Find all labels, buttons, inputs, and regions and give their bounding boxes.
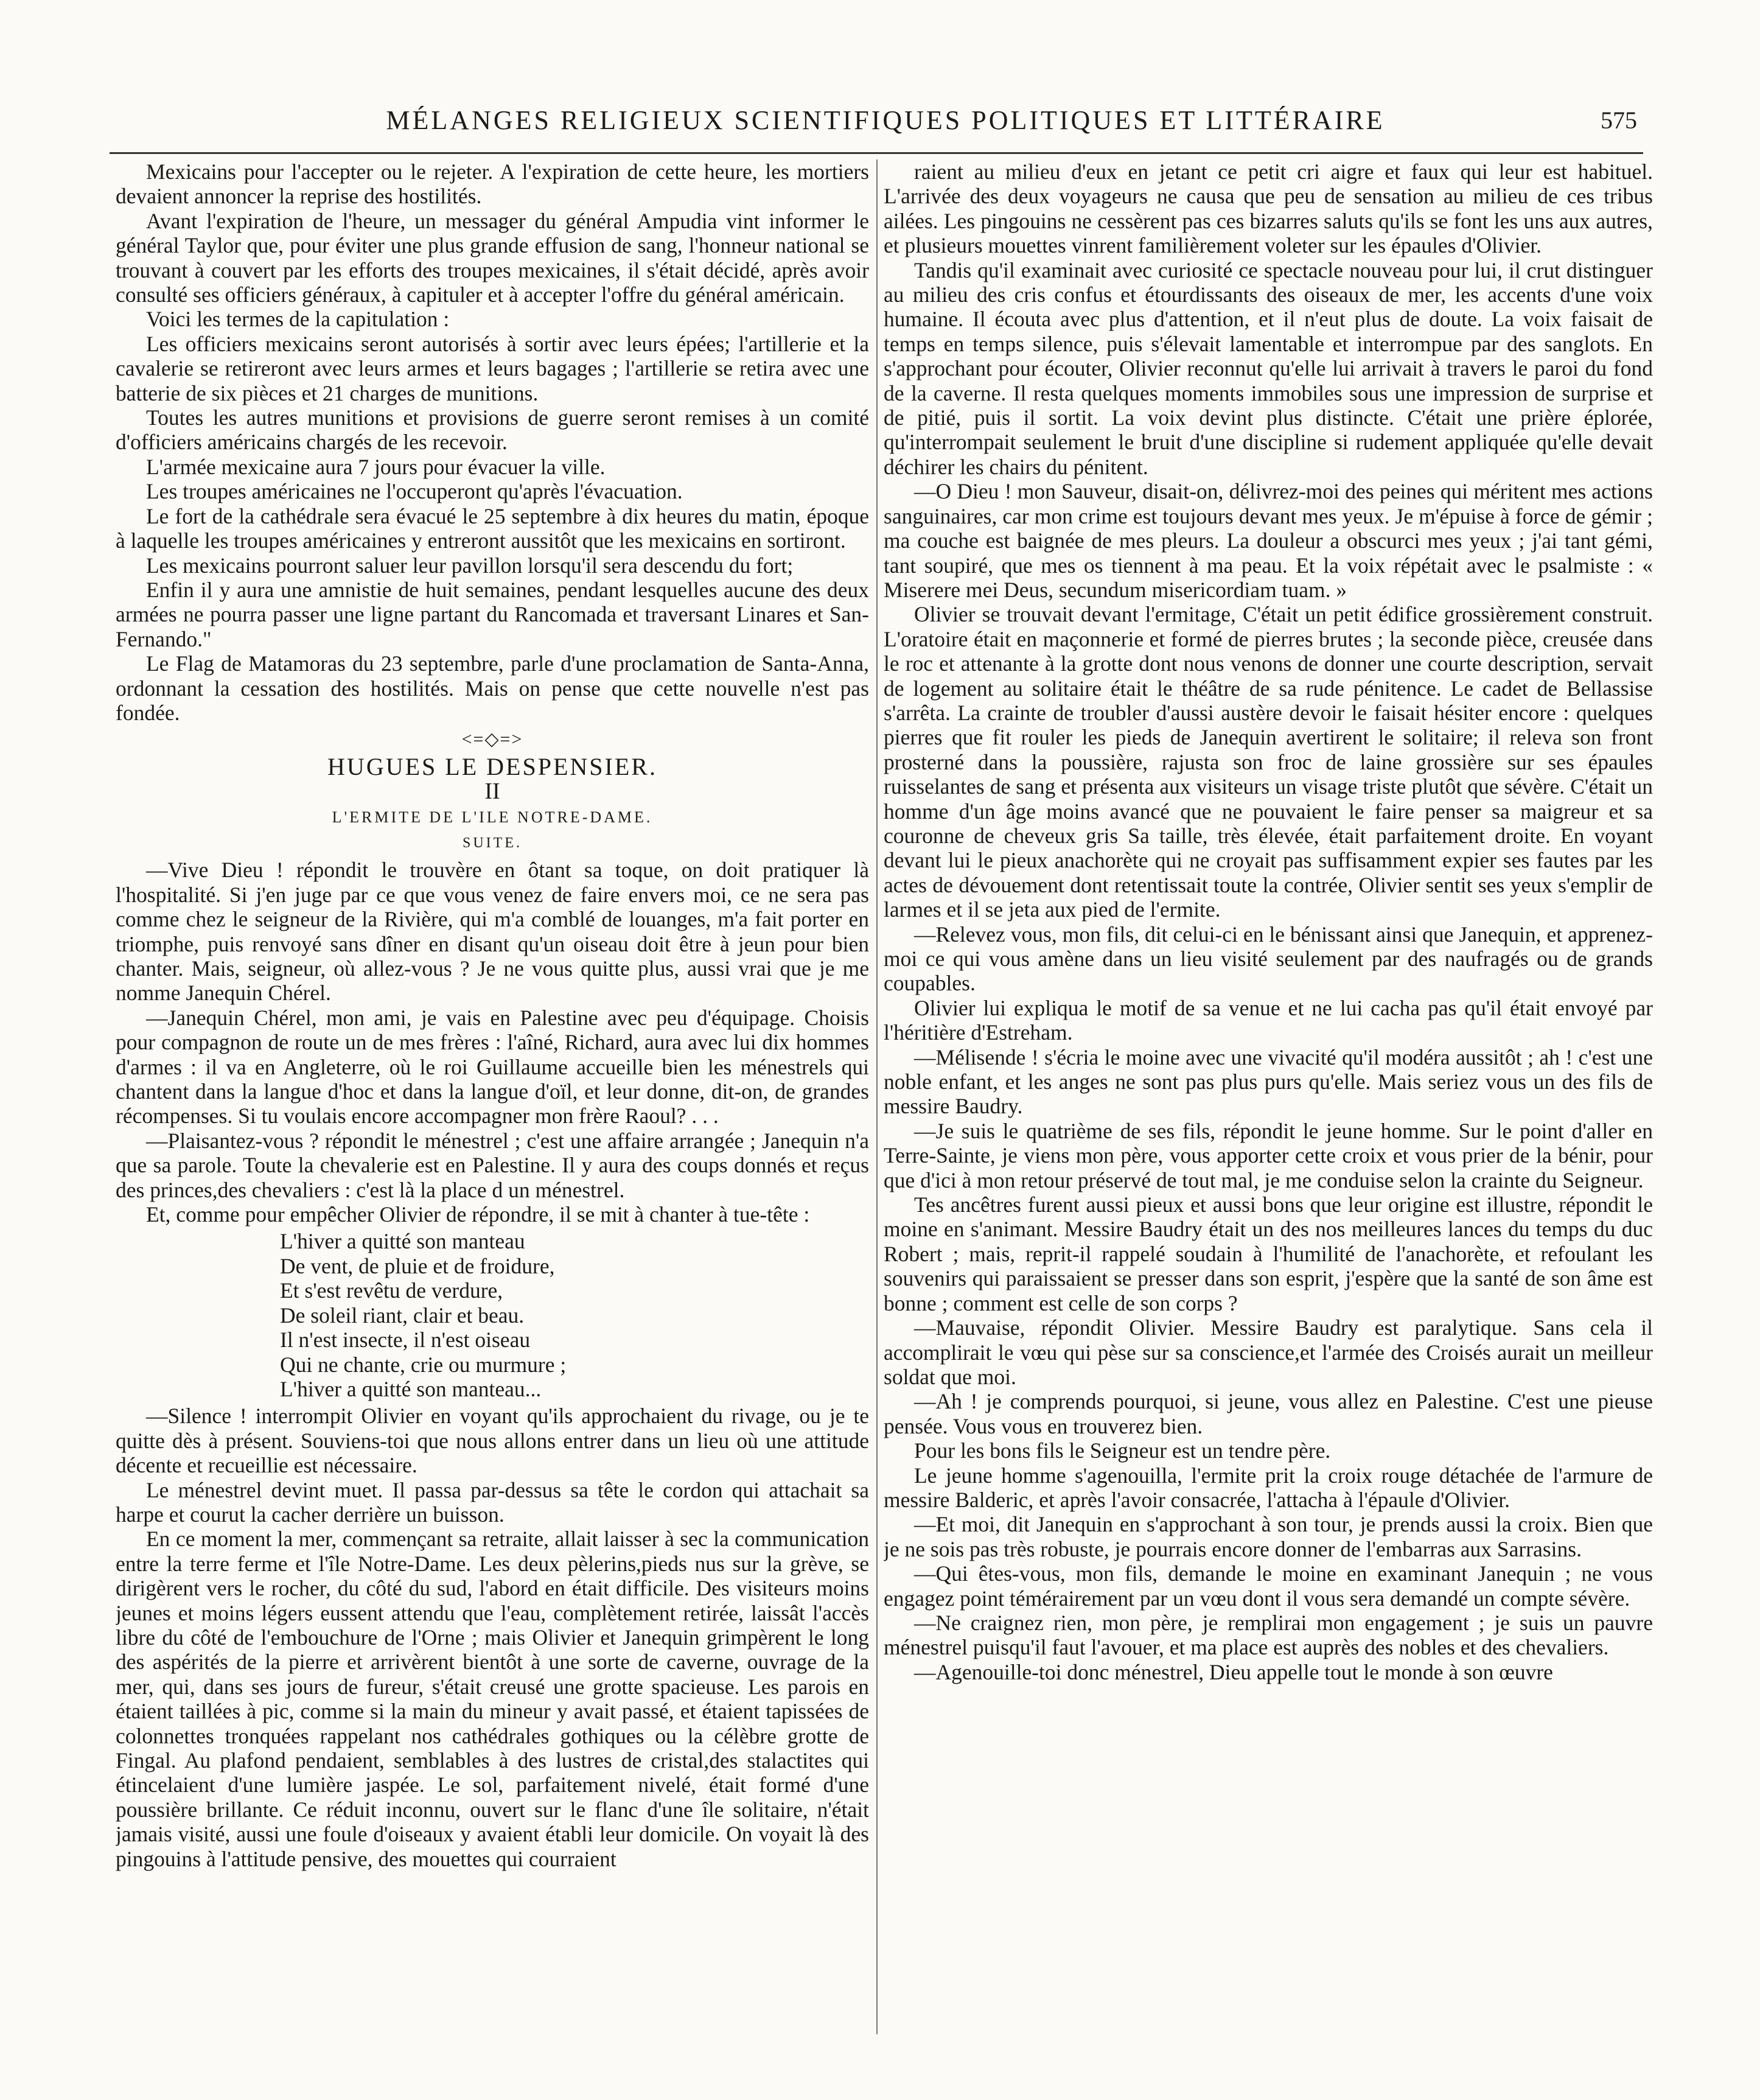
paragraph: Olivier se trouvait devant l'ermitage, C'était un petit édifice grossièrement construit. L'oratoire était en maçonnerie et formé de pierres brutes ; la seconde pièce, creusée dans le roc et attenante à la grotte dont nous venons de donner une courte description, servait de logement au solitaire était le théâtre de sa rude pénitence. Le cadet de Bellassise s'arrêta. La crainte de troubler d'aussi austère devoir le faisait hésiter encore : quelques pierres que fit rouler les pieds de Janequin avertirent le solitaire; il releva son front prosterné dans la poussière, rajusta son froc de laine grossière sur ses épaules ruisselantes de sang et présenta aux visiteurs un visage triste plutôt que sévère. C'était un homme d'un âge moins avancé que ne pouvaient le faire penser sa maigreur et sa couronne de cheveux gris Sa taille, très élevée, était parfaitement droite. En voyant devant lui le pieux anachorète qui ne croyait pas suffisamment expier ses fautes par les actes de dévouement dont retentissait toute la contrée, Olivier sentit ses yeux s'emplir de larmes et il se jeta aux pied de l'ermite. (884, 602, 1653, 922)
poem (280, 1229, 869, 1401)
paragraph: Les troupes américaines ne l'occuperont qu'après l'évacuation. (146, 479, 683, 504)
paragraph: —Janequin Chérel, mon ami, je vais en Palestine avec peu d'équipage. Choisis pour compagnon de route un de mes frères : l'aîné, Richard, aura avec lui dix hommes d'armes : il va en Angleterre, où le roi Guillaume accueille bien les ménestrels qui chantent dans la langue d'hoc et dans la langue d'oïl, et leur donne, dit-on, de grandes récompenses. Si tu voulais encore accompagner mon frère Raoul? . . . (116, 1005, 869, 1129)
news-section (116, 159, 869, 725)
paragraph: —Et moi, dit Janequin en s'approchant à son tour, je prends aussi la croix. Bien que je ne sois pas très robuste, je pourrais encore donner de l'embarras aux Sarrasins. (884, 1512, 1653, 1561)
paragraph: —Mélisende ! s'écria le moine avec une vivacité qu'il modéra aussitôt ; ah ! c'est une noble enfant, et les anges ne sont pas plus purs qu'elle. Mais seriez vous un des fils de messire Baudry. (884, 1045, 1653, 1119)
paragraph: En ce moment la mer, commençant sa retraite, allait laisser à sec la communication entre la terre ferme et l'île Notre-Dame. Les deux pèlerins,pieds nus sur la grève, se dirigèrent vers le rocher, du côté du sud, l'abord en était difficile. Des visiteurs moins jeunes et moins légers eussent attendu que l'eau, complètement retirée, laissât l'accès libre du côté de l'embouchure de l'Orne ; mais Olivier et Janequin grimpèrent le long des aspérités de la pierre et arrivèrent bientôt à une sorte de caverne, ouvrage de la mer, qui, dans ses jours de fureur, s'était creusé une grotte spacieuse. Les parois en étaient taillées à pic, comme si la main du mineur y avait passé, et étaient tapissées de colonnettes tronquées rappelant nos cathédrales gothiques ou la célèbre grotte de Fingal. Au plafond pendaient, semblables à des lustres de cristal,des stalactites qui étincelaient d'une lumière jaspée. Le sol, parfaitement nivelé, était formé d'une poussière brillante. Ce réduit inconnu, ouvert sur le flanc d'une île solitaire, n'était jamais visité, aussi une foule d'oiseaux y avaient établi leur domicile. On voyait là des pingouins à l'attitude pensive, des mouettes qui courraient (116, 1527, 869, 1871)
poem-line: De vent, de pluie et de froidure, (280, 1253, 555, 1278)
section-number: II (484, 779, 500, 805)
page-number: 575 (1601, 107, 1637, 134)
paragraph: Mexicains pour l'accepter ou le rejeter. A l'expiration de cette heure, les mortiers devaient annoncer la reprise des hostilités. (116, 159, 869, 209)
paragraph: Tandis qu'il examinait avec curiosité ce spectacle nouveau pour lui, il crut distinguer au milieu des cris confus et étourdissants des oiseaux de mer, les accents d'une voix humaine. Il écouta avec plus d'attention, et il n'eut plus de doute. La voix faisait de temps en temps silence, puis s'élevait lamentable et interrompue par des sanglots. En s'approchant pour écouter, Olivier reconnut qu'elle lui arrivait à travers le paroi du fond de la caverne. Il resta quelques moments immobiles sous une impression de surprise et de pitié, puis il sortit. La voix devint plus distincte. C'était une prière éplorée, qu'interrompait seulement le bruit d'une discipline si rudement appliquée qu'elle devait déchirer les chairs du pénitent. (884, 257, 1653, 479)
paragraph: raient au milieu d'eux en jetant ce petit cri aigre et faux qui leur est habituel. L'arrivée des deux voyageurs ne causa que peu de sensation au milieu de ces tribus ailées. Les pingouins ne cessèrent pas ces bizarres saluts qu'ils se font les uns aux autres, et plusieurs mouettes vinrent familièrement voleter sur les épaules d'Olivier. (884, 159, 1653, 258)
right-column (884, 159, 1653, 2059)
paragraph: Le jeune homme s'agenouilla, l'ermite prit la croix rouge détachée de l'armure de messire Balderic, et après l'avoir consacrée, l'attacha à l'épaule d'Olivier. (884, 1463, 1653, 1512)
story-section (116, 858, 869, 1227)
poem-line: De soleil riant, clair et beau. (280, 1303, 525, 1328)
poem-line: Il n'est insecte, il n'est oiseau (280, 1328, 531, 1353)
paragraph: Avant l'expiration de l'heure, un messager du général Ampudia vint informer le général Taylor que, pour éviter une plus grande effusion de sang, l'honneur national se trouvant à couvert par les efforts des troupes mexicaines, il s'était décidé, après avoir consulté ses officiers généraux, à capituler et à accepter l'offre du général américain. (116, 208, 869, 307)
section-suite: SUITE. (463, 835, 522, 851)
story-right (884, 159, 1653, 1684)
poem-line: Qui ne chante, crie ou murmure ; (280, 1352, 567, 1377)
paragraph: Olivier lui expliqua le motif de sa venue et ne lui cacha pas qu'il était envoyé par l'héritière d'Estreham. (884, 995, 1653, 1045)
paragraph: Le Flag de Matamoras du 23 septembre, parle d'une proclamation de Santa-Anna, ordonnant la cessation des hostilités. Mais on pense que cette nouvelle n'est pas fondée. (116, 651, 869, 725)
paragraph: —Plaisantez-vous ? répondit le ménestrel ; c'est une affaire arrangée ; Janequin n'a que sa parole. Toute la chevalerie est en Palestine. Il y aura des coups donnés et reçus des princes,des chevaliers : c'est là la place d un ménestrel. (116, 1128, 869, 1202)
header-rule (110, 152, 1643, 154)
paragraph: Voici les termes de la capitulation : (146, 307, 450, 332)
section-ornament: <=◇=> (461, 729, 523, 750)
section-subtitle: L'ERMITE DE L'ILE NOTRE-DAME. (332, 808, 653, 826)
column-divider (876, 159, 878, 2034)
paragraph: —Relevez vous, mon fils, dit celui-ci en le bénissant ainsi que Janequin, et apprenez-moi ce qui vous amène dans un lieu visité seulement par des naufragés ou de grands coupables. (884, 922, 1653, 996)
paragraph: —Mauvaise, répondit Olivier. Messire Baudry est paralytique. Sans cela il accomplirait le vœu qui pèse sur sa conscience,et l'armée des Croisés aurait un meilleur soldat que moi. (884, 1315, 1653, 1389)
paragraph: —Vive Dieu ! répondit le trouvère en ôtant sa toque, on doit pratiquer là l'hospitalité. Si j'en juge par ce que vous venez de faire envers moi, ce ne sera pas comme chez le seigneur de la Rivière, qui m'a comblé de louanges, m'a fait porter en triomphe, puis renvoyé sans dîner en disant qu'un oiseau doit être à jeun pour bien chanter. Mais, seigneur, où allez-vous ? Je ne vous quitte plus, aussi vrai que je me nomme Janequin Chérel. (116, 858, 869, 1006)
paragraph: —Qui êtes-vous, mon fils, demande le moine en examinant Janequin ; ne vous engagez point témérairement par un vœu dont il vous sera demandé un compte sévère. (884, 1561, 1653, 1611)
paragraph: —Silence ! interrompit Olivier en voyant qu'ils approchaient du rivage, ou je te quitte dès à présent. Souviens-toi que nous allons entrer dans un lieu où une attitude décente et recueillie est nécessaire. (116, 1404, 869, 1478)
paragraph: L'armée mexicaine aura 7 jours pour évacuer la ville. (146, 454, 606, 479)
paragraph: —Ne craignez rien, mon père, je remplirai mon engagement ; je suis un pauvre ménestrel puisqu'il faut l'avouer, et ma place est auprès des nobles et des chevaliers. (884, 1610, 1653, 1660)
paragraph: Tes ancêtres furent aussi pieux et aussi bons que leur origine est illustre, répondit le moine en s'animant. Messire Baudry était un des nos meilleures lances du temps du duc Robert ; mais, reprit-il rappelé soudain à l'humilité de l'anachorète, et refoulant les souvenirs qui paraissaient se presser dans son esprit, j'espère que la santé de son âme est bonne ; comment est celle de son corps ? (884, 1192, 1653, 1315)
paragraph: Et, comme pour empêcher Olivier de répondre, il se mit à chanter à tue-tête : (146, 1202, 810, 1227)
paragraph: Enfin il y aura une amnistie de huit semaines, pendant lesquelles aucune des deux armées ne pourra passer une ligne partant du Rancomada et traversant Linares et San-Fernando." (116, 577, 869, 651)
story-continued (116, 1404, 869, 1871)
running-title: MÉLANGES RELIGIEUX SCIENTIFIQUES POLITIQUES ET LITTÉRAIRE (386, 105, 1385, 135)
paragraph: —Ah ! je comprends pourquoi, si jeune, vous allez en Palestine. C'est une pieuse pensée. Vous vous en trouverez bien. (884, 1389, 1653, 1438)
page-header (341, 102, 1637, 139)
paragraph: —Je suis le quatrième de ses fils, répondit le jeune homme. Sur le point d'aller en Terre-Sainte, je viens mon père, vous apporter cette croix et vous prier de la bénir, pour que d'ici à mon retour préservé de tout mal, je me conduise selon la crainte du Seigneur. (884, 1118, 1653, 1192)
paragraph: —O Dieu ! mon Sauveur, disait-on, délivrez-moi des peines qui méritent mes actions sanguinaires, car mon crime est toujours devant mes yeux. Je m'épuise à force de gémir ; ma couche est baignée de mes pleurs. La douleur a obscurci mes yeux ; j'ai tant gémi, tant soupiré, que mes os tiennent à ma peau. Et la voix répétait avec le psalmiste : « Miserere mei Deus, secundum misericordiam tuam. » (884, 479, 1653, 602)
poem-line: L'hiver a quitté son manteau... (280, 1376, 542, 1401)
paragraph: Le ménestrel devint muet. Il passa par-dessus sa tête le cordon qui attachait sa harpe et courut la cacher derrière un buisson. (116, 1477, 869, 1527)
paragraph: Le fort de la cathédrale sera évacué le 25 septembre à dix heures du matin, époque à laquelle les troupes américaines y entreront aussitôt que les mexicains en sortiront. (116, 503, 869, 553)
left-column (116, 159, 869, 2059)
section-title: HUGUES LE DESPENSIER. (327, 752, 657, 780)
paragraph: Les officiers mexicains seront autorisés à sortir avec leurs épées; l'artillerie et la cavalerie se retireront avec leurs armes et leurs bagages ; l'artillerie se retira avec une batterie de six pièces et 21 charges de munitions. (116, 331, 869, 405)
paragraph: Pour les bons fils le Seigneur est un tendre père. (914, 1438, 1331, 1463)
paragraph: —Agenouille-toi donc ménestrel, Dieu appelle tout le monde à son œuvre (914, 1659, 1553, 1684)
poem-line: Et s'est revêtu de verdure, (280, 1278, 503, 1303)
poem-line: L'hiver a quitté son manteau (280, 1229, 525, 1254)
paragraph: Les mexicains pourront saluer leur pavillon lorsqu'il sera descendu du fort; (146, 553, 794, 578)
paragraph: Toutes les autres munitions et provisions de guerre seront remises à un comité d'officiers américains chargés de les recevoir. (116, 405, 869, 455)
